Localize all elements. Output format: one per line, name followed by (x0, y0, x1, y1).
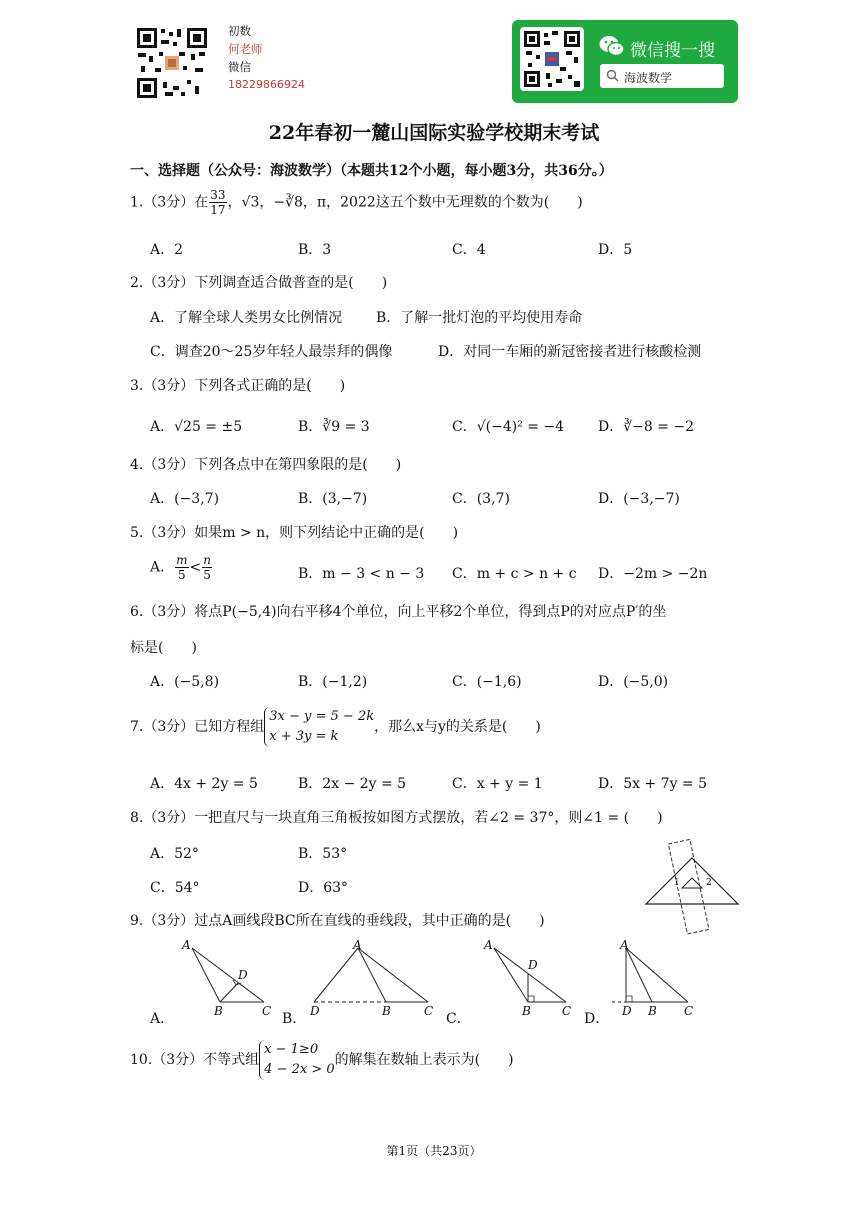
qr-code-right (520, 27, 584, 91)
q10-prefix: 10.（3分）不等式组 (130, 1052, 260, 1068)
q2-option-b[interactable]: B．了解一批灯泡的平均使用寿命 (376, 310, 583, 326)
q7-equation-system (264, 707, 374, 747)
question-9: 9.（3分）过点A画线段BC所在直线的垂线段，其中正确的是( ) (130, 913, 545, 929)
question-7 (130, 707, 541, 747)
q5-frac-1 (175, 553, 188, 582)
q9c-label-c: C (562, 1004, 572, 1018)
q1-option-c[interactable]: C．4 (452, 242, 486, 258)
q7-option-c[interactable]: C．x + y = 1 (452, 776, 543, 792)
q9a-label-d: D (238, 968, 248, 982)
q1-rest: ，√3，−∛8，π，2022这五个数中无理数的个数为( ) (227, 194, 583, 211)
q1-frac-num: 33 (210, 188, 226, 202)
q5-option-a[interactable] (150, 553, 213, 582)
exam-title: 22年春初一麓山国际实验学校期末考试 (268, 122, 600, 144)
q10-rest: 的解集在数轴上表示为( ) (334, 1052, 514, 1068)
q9a-label-c: C (262, 1004, 272, 1018)
q3-option-a[interactable]: A．√25 = ±5 (150, 419, 243, 435)
wechat-logo-icon (598, 34, 626, 62)
q9-figure-c (480, 936, 580, 1020)
q3-option-c[interactable]: C．√(−4)² = −4 (452, 419, 565, 435)
q9a-label-a: A (182, 938, 191, 952)
q1-option-a[interactable]: A．2 (150, 242, 184, 258)
q1-frac-den: 17 (210, 203, 226, 217)
q5-frac-2-num: n (203, 553, 211, 567)
qr-code-left (135, 26, 209, 100)
wechat-search-badge (512, 20, 738, 103)
question-3: 3.（3分）下列各式正确的是( ) (130, 378, 346, 394)
q6-option-b[interactable]: B．(−1,2) (298, 674, 368, 690)
q5-option-d[interactable]: D．−2m > −2n (598, 566, 708, 582)
q7-prefix: 7.（3分）已知方程组 (130, 719, 265, 735)
q4-option-c[interactable]: C．(3,7) (452, 491, 510, 507)
q4-option-a[interactable]: A．(−3,7) (150, 491, 220, 507)
q5-frac-1-num: m (176, 553, 188, 567)
q9d-label-d: D (622, 1004, 632, 1018)
q9d-label-c: C (684, 1004, 694, 1018)
q5-option-b[interactable]: B．m − 3 < n − 3 (298, 566, 425, 582)
q7-option-b[interactable]: B．2x − 2y = 5 (298, 776, 407, 792)
wechat-search-text: 海波数学 (624, 71, 673, 85)
q4-option-b[interactable]: B．(3,−7) (298, 491, 368, 507)
q2-option-a[interactable]: A．了解全球人类男女比例情况 (150, 310, 343, 326)
q9c-label-a: A (484, 938, 493, 952)
q5-lt: < (189, 559, 202, 576)
q9-figure-b (306, 936, 446, 1020)
q1-prefix: 1.（3分）在 (130, 194, 209, 211)
q5-frac-2-den: 5 (203, 568, 211, 582)
q8-option-a[interactable]: A．52° (150, 846, 199, 862)
q7-option-d[interactable]: D．5x + 7y = 5 (598, 776, 708, 792)
q7-eq-2: x + 3y = k (269, 729, 339, 744)
q9d-label-a: A (620, 938, 629, 952)
question-2: 2.（3分）下列调查适合做普查的是( ) (130, 275, 388, 291)
q8-angle-1-label: 1 (674, 878, 680, 888)
q9b-label-d: D (310, 1004, 320, 1018)
question-1 (130, 188, 583, 217)
teacher-line-3: 微信 (228, 60, 251, 74)
q7-rest: ，那么x与y的关系是( ) (374, 719, 541, 735)
q1-option-b[interactable]: B．3 (298, 242, 332, 258)
q9-option-d[interactable]: D． (584, 1011, 610, 1027)
q8-option-c[interactable]: C．54° (150, 880, 200, 896)
page-footer: 第1页（共23页） (386, 1144, 482, 1158)
q7-eq-1: 3x − y = 5 − 2k (269, 709, 375, 724)
q9c-label-b: B (522, 1004, 531, 1018)
q10-inequality-system (259, 1040, 334, 1080)
section-heading: 一、选择题（公众号：海波数学）（本题共12个小题，每小题3分，共36分。） (130, 163, 613, 179)
q9b-label-b: B (382, 1004, 391, 1018)
search-icon (606, 69, 619, 85)
question-4: 4.（3分）下列各点中在第四象限的是( ) (130, 457, 402, 473)
q4-option-d[interactable]: D．(−3,−7) (598, 491, 680, 507)
q2-option-c[interactable]: C．调查20～25岁年轻人最崇拜的偶像 (150, 344, 393, 360)
q9b-label-a: A (353, 938, 362, 952)
wechat-search-field (600, 64, 724, 88)
q9-figure-a (178, 936, 278, 1020)
q5-option-c[interactable]: C．m + c > n + c (452, 566, 577, 582)
q6-option-a[interactable]: A．(−5,8) (150, 674, 220, 690)
q9-option-a[interactable]: A． (150, 1011, 175, 1027)
q5-frac-2 (202, 553, 212, 582)
question-8: 8.（3分）一把直尺与一块直角三角板按如图方式摆放，若∠2 = 37°，则∠1 = ( ) (130, 810, 663, 826)
q9-option-b[interactable]: B． (282, 1011, 307, 1027)
q9d-label-b: B (648, 1004, 657, 1018)
q9a-label-b: B (214, 1004, 223, 1018)
q8-option-d[interactable]: D．63° (298, 880, 349, 896)
teacher-line-1: 初数 (228, 24, 251, 38)
q10-ineq-2: 4 − 2x > 0 (264, 1062, 335, 1077)
wechat-title: 微信搜一搜 (630, 41, 715, 61)
question-5: 5.（3分）如果m > n，则下列结论中正确的是( ) (130, 525, 459, 541)
q9-figure-d (608, 936, 708, 1020)
q8-figure-ruler-triangle (642, 838, 742, 940)
question-6-line-1: 6.（3分）将点P(−5,4)向右平移4个单位，向上平移2个单位，得到点P的对应点P′的坐 (130, 604, 667, 620)
q3-option-b[interactable]: B．∛9 = 3 (298, 419, 370, 435)
q3-option-d[interactable]: D．∛−8 = −2 (598, 419, 695, 435)
q1-option-d[interactable]: D．5 (598, 242, 633, 258)
teacher-name: 何老师 (228, 42, 263, 56)
q6-option-d[interactable]: D．(−5,0) (598, 674, 669, 690)
question-6-line-2: 标是( ) (130, 640, 197, 656)
q10-ineq-1: x − 1≥0 (264, 1042, 319, 1057)
q2-option-d[interactable]: D．对同一车厢的新冠密接者进行核酸检测 (438, 344, 702, 360)
q9c-label-d: D (528, 958, 538, 972)
q5-option-a-label: A． (150, 559, 175, 576)
q9b-label-c: C (424, 1004, 434, 1018)
teacher-contact (228, 22, 305, 94)
q9-option-c[interactable]: C． (446, 1011, 471, 1027)
q6-option-c[interactable]: C．(−1,6) (452, 674, 522, 690)
q8-angle-2-label: 2 (706, 878, 712, 888)
q5-frac-1-den: 5 (178, 568, 186, 582)
q1-fraction (209, 188, 226, 217)
q8-option-b[interactable]: B．53° (298, 846, 348, 862)
question-10 (130, 1040, 514, 1080)
teacher-phone: 18229866924 (228, 78, 305, 91)
q7-option-a[interactable]: A．4x + 2y = 5 (150, 776, 258, 792)
